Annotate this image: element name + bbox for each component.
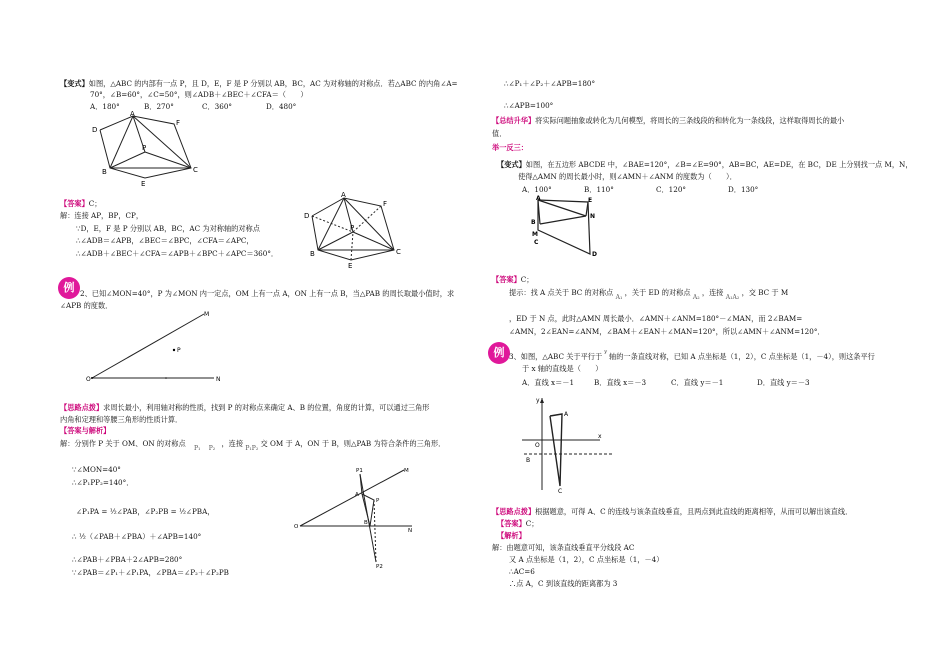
label-b: B [531,219,536,226]
solution3-line3: ∴AC=6 [509,567,535,576]
figure-angle-mon [86,308,226,386]
label-c: C [193,166,198,174]
label-e: E [141,180,146,188]
hint1-line2: 内角和定理和等腰三角形的性质计算． [60,415,183,424]
solution2-step2: ∴∠P₁PP₂=140°． [72,478,134,487]
variant2-line2: 使得△AMN 的周长最小时，则∠AMN＋∠ANM 的度数为（ ）． [518,172,737,181]
label-b: B [526,457,531,464]
juyi-tag: 举一反三： [492,143,528,152]
solution2-step1: ∵∠MON=40° [72,465,121,474]
option-a: A．直线 x＝－1 [522,378,575,387]
option-b: B．270° [144,102,174,111]
label-b: B [364,520,368,526]
figure-pentagon-solution [298,190,408,270]
solution1-line3: ∴∠ADB＝∠APB，∠BEC＝∠BPC，∠CFA＝∠APC， [76,236,254,245]
label-d: D [592,251,597,258]
label-b: B [102,168,107,176]
label-a: A [355,492,359,498]
label-f: F [176,119,181,127]
summary-line2: 值． [492,129,507,138]
figure-pentagon-points [88,110,198,190]
label-f: F [383,200,388,208]
figure-reflection [294,464,414,572]
solution2-line1: 解：分别作 P 关于 OM、ON 的对称点 $_{P_1}$ $_{P_2}$ ，连接 $_{P_1P_2}$ 交 OM 于 A，ON 于 B，则△PAB 为符合条件的三角形． [60,439,446,452]
example2-line2: ∠APB 的度数． [60,301,113,310]
example2-line1: 2、已知∠MON=40°，P 为∠MON 内一定点，OM 上有一点 A，ON 上有一点 B，当△PAB 的周长取最小值时，求 [80,289,455,298]
example-badge: 例 [58,277,80,299]
label-m: M [404,468,409,474]
label-a: A [564,411,569,418]
label-n: N [216,376,221,383]
tip-line2: ，ED 于 N 点，此时△AMN 周长最小．∠AMN＋∠ANM=180°－∠MAN，而 2∠BAM= [509,314,803,323]
label-c: C [558,488,563,494]
option-c: C．直线 y＝－1 [671,378,724,387]
option-b: B．110° [584,185,614,194]
label-e: E [348,262,353,270]
solution3-line2: 又 A 点坐标是（1，2），C 点坐标是（1，－4） [509,555,664,564]
label-a: A [536,195,541,202]
label-m: M [204,311,210,318]
example3-line2: 于 x 轴的直线是（ ） [522,364,603,373]
variant-tag: 【变式】 [60,79,89,88]
solution1-line1: 解：连接 AP，BP，CP， [60,211,144,220]
label-c: C [534,239,539,246]
solution1-line2: ∵D，E，F 是 P 分别以 AB，BC，AC 为对称轴的对称点 [76,224,260,233]
label-p: P [142,144,147,152]
example3-options [522,378,810,387]
label-a: A [341,191,346,199]
label-d: D [304,212,310,220]
variant1-line1: 【变式】如图，△ABC 的内部有一点 P，且 D，E，F 是 P 分别以 AB，BC，AC 为对称轴的对称点．若△ABC 的内角∠A= [60,79,458,88]
label-p: P [350,224,355,232]
solution2-step3: ∠P₁PA = ½∠PAB，∠P₂PB = ½∠PBA， [76,507,215,516]
hint3: 【思路点拨】根据题意，可得 A、C 的连线与该条直线垂直，且两点到此直线的距离相等，从而可以解出该直线． [492,507,853,516]
label-o: O [535,442,540,449]
label-b: B [310,250,315,258]
answer3: 【答案】C； [497,519,539,528]
figure-pentagon-abcde [528,194,604,262]
label-n: N [590,213,596,220]
label-o: O [294,524,299,530]
label-p: P [376,498,380,504]
example-badge: 例 [488,342,510,364]
answer-parse-tag: 【答案与解析】 [60,426,111,435]
label-x: x [598,433,602,440]
label-o: O [86,376,91,383]
label-p1: P1 [356,468,363,474]
option-a: A．100° [522,185,552,194]
answer1: 【答案】C； [60,199,102,208]
right-line1: ∴∠P₁＋∠P₂＋∠APB=180° [504,79,596,88]
option-d: D．直线 y＝－3 [757,378,810,387]
variant2-line1: 【变式】如图，在五边形 ABCDE 中，∠BAE=120°，∠B=∠E=90°，AB=BC，AE=DE，在 BC，DE 上分别找一点 M，N， [497,160,913,169]
option-b: B．直线 x＝－3 [594,378,647,387]
answer2: 【答案】C； [492,275,534,284]
label-p2: P2 [376,564,383,570]
label-e: E [588,197,593,204]
summary-line1: 【总结升华】将实际问题抽象或转化为几何模型，将周长的三条线段的和转化为一条线段，这样取得周长的最小 [492,116,845,125]
hint1-line1: 【思路点拨】求周长最小，利用轴对称的性质，找到 P 的对称点来确定 A、B 的位置，角度的计算，可以通过三角形 [60,403,430,412]
option-c: C．360° [202,102,232,111]
option-a: A．180° [90,102,120,111]
label-m: M [532,231,538,238]
parse-tag: 【解析】 [497,531,526,540]
option-d: D．480° [266,102,297,111]
solution1-line4: ∴∠ADB＋∠BEC＋∠CFA＝∠APB＋∠BPC＋∠APC＝360°． [76,249,279,258]
solution2-step5: ∴∠PAB＋∠PBA＋2∠APB=280° [72,555,183,564]
solution3-line1: 解：由题意可知，该条直线垂直平分线段 AC [492,543,635,552]
figure-coordinate-triangle [518,394,618,494]
label-d: D [92,126,98,134]
tip-line1: 提示：找 A 点关于 BC 的对称点 $_{A_1}$ ，关于 ED 的对称点 $_{A_2}$ ，连接 $_{A_1A_2}$ ，交 BC 于 M [509,288,789,301]
label-c: C [396,248,401,256]
option-d: D．130° [728,185,759,194]
label-n: N [408,528,413,534]
variant2-options [522,185,758,194]
solution2-step6: ∵∠PAB＝∠P₁＋∠P₁PA，∠PBA＝∠P₂＋∠P₂PB [72,568,229,577]
label-p: P [177,347,181,354]
variant1-line2: 70°，∠B=60°，∠C=50°，则∠ADB＋∠BEC＋∠CFA＝（ ） [90,90,308,99]
right-line2: ∴∠APB=100° [504,101,554,110]
label-y: y [536,397,540,404]
solution2-step4: ∴ ½（∠PAB＋∠PBA）＋∠APB=140° [72,532,202,541]
option-c: C．120° [656,185,686,194]
tip-line3: ∠AMN，2∠EAN=∠ANM，∠BAM＋∠EAN＋∠MAN=120°，所以∠AMN＋∠ANM=120°． [509,327,825,336]
label-a: A [130,110,135,118]
example3-line1: 3、如图，△ABC 关于平行于 $^y$ 轴的一条直线对称，已知 A 点坐标是（1，2），C 点坐标是（1，－4），则这条平行 [509,349,875,361]
solution3-line4: ∴点 A，C 到该直线的距离都为 3 [509,579,618,588]
